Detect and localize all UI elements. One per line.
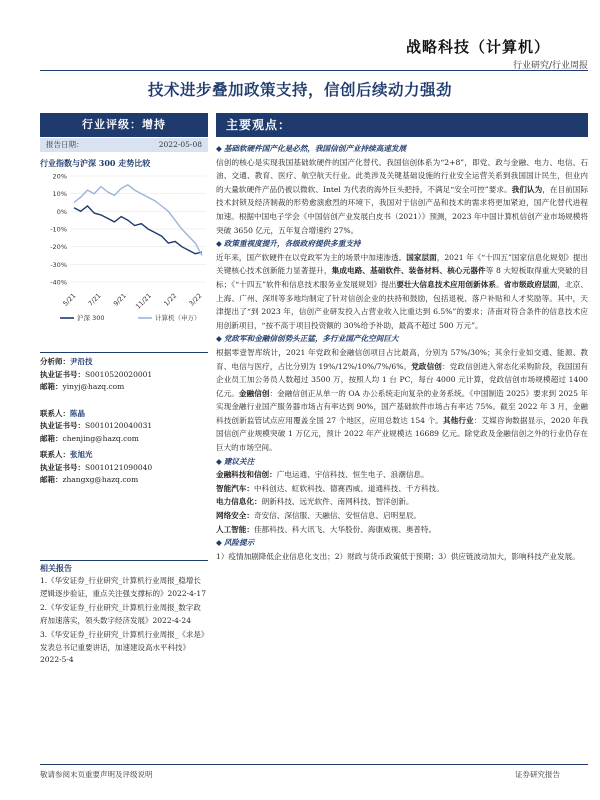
section-head-5: ◆ 风险提示 [216, 538, 255, 548]
x-tick-label: 7/21 [86, 291, 103, 308]
email-link[interactable]: yinyj@hazq.com [62, 382, 125, 391]
related-report-item[interactable]: 3.《华安证券_行业研究_计算机行业周报_《求是》发表总书记重要讲话，加速建设高水平科技》2022-5-4 [40, 630, 205, 664]
analyst-name: 尹沿技 [70, 357, 93, 366]
rec-sector: 智能汽车： [216, 483, 254, 493]
mail-label: 邮箱： [40, 475, 63, 484]
para-1: 信创的核心是实现我国基础软硬件的国产化替代。我国信创体系为“2+8”，即党、政与金融、电力、电信、石油、交通、教育、医疗、航空航天行业。此类涉及关键基础设施的行业安全运营关系到我国国计民生，但业内的大量软硬件产品仍被以微软、Intel 为代表的海外巨头把持，不满足“安全可控”要求。我们认为，在目前国际技术封锁及经济制裁的形势愈演愈烈的环境下，我国对于信创产品和技术的需求将更加紧迫，国产化替代进程加速。根据中国电子学会《中国信创产业发展白皮书（2021）》预测，2023 年中国计算机信创产业市场规模将突破 3650 亿元，五年复合增速约 27%。 [216, 157, 589, 235]
analyst-block [40, 356, 208, 491]
rec-sector: 网络安全： [216, 511, 254, 521]
mail-label: 邮箱： [40, 433, 63, 443]
x-tick-label: 3/22 [187, 291, 204, 308]
recommendation-row [216, 495, 588, 509]
rec-stocks: 朗新科技、远光软件、南网科技、智洋创新。 [261, 497, 414, 507]
para-2: 近年来，国产软硬件在以党政军为主的场景中加速渗透。国家层面，2021 年《“十四五”国家信息化规划》提出关键核心技术创新能力显著提升，集成电路、基础软件、装备材料、核心元器件等 8 大短板取得重大突破的目标；《“十四五”软件和信息技术服务业发展规划》提出要壮大信息技术应用创新体系。省市级政府层面，北京、上海、广州、深圳等多地均制定了针对信创企业的扶持和鼓励，包括退税、落户补贴和人才奖励等。其中，天津提出了“到 2023 年，信创产业研发投入占营业收入比重达到 6.5%”的要求；济南对符合条件的信息技术应用创新项目，“按不高于项目投资额的 30%给予补助，最高不超过 500 万元”。 [216, 252, 589, 330]
main-views-heading: 主要观点： [216, 113, 588, 137]
cert-label: 执业证书号： [40, 462, 85, 472]
header-divider [40, 70, 588, 71]
recommendation-row [216, 468, 588, 482]
recommendation-row [216, 482, 588, 496]
footer-divider [40, 764, 588, 765]
related-heading: 相关报告 [40, 563, 72, 573]
mail-label: 邮箱： [40, 382, 63, 391]
rec-sector: 电力信息化： [216, 497, 262, 507]
cert-label: 执业证书号： [40, 369, 85, 379]
related-report-item[interactable]: 2.《华安证券_行业研究_计算机行业周报_数字政府加速落实，领头数字经济发展》2022-4-24 [40, 603, 201, 625]
y-tick-label: -40% [50, 278, 67, 287]
recommendations [216, 468, 588, 536]
rec-stocks: 佳都科技、科大讯飞、大华股份、海康威视、奥普特。 [253, 524, 437, 534]
y-tick-label: -20% [50, 243, 67, 252]
y-tick-label: 10% [52, 190, 67, 199]
x-tick-label: 1/22 [162, 291, 179, 308]
analyst-entry [40, 449, 208, 487]
legend-label: 沪深 300 [77, 314, 105, 322]
header-subtitle: 行业研究/行业周报 [512, 61, 588, 71]
legend-label: 计算机（申万） [155, 314, 201, 322]
header-title: 战略科技（计算机） [405, 38, 550, 56]
rec-sector: 金融科技和信创： [216, 470, 277, 480]
chart-heading: 行业指数与沪深 300 走势比较 [40, 158, 151, 168]
rating-box: 行业评级：增持 [40, 113, 208, 137]
email-link[interactable]: zhangxg@hazq.com [62, 475, 139, 484]
date-label: 报告日期： [46, 140, 84, 149]
report-title: 技术进步叠加政策支持，信创后续动力强劲 [147, 80, 452, 99]
para-3: 根据零壹智库统计，2021 年党政和金融信创项目占比最高，分别为 57%/30%；其余行业如交通、能源、教育、电信与医疗，占比分别为 19%/12%/10%/7%/6%。党政信创：党政信创进入常态化采购阶段，我国国有企业员工加公务员人数超过 3500 万，按照人均 1 台 PC，每台 4000 元计算，党政信创市场规模超过 1400 亿元。金融信创：金融信创正从单一的 OA 办公系统走向复杂的业务系统。《中国制造 2025》要求到 2025 年实现金融行业国产服务器市场占有率达到 90%，国产基础软件市场占有率达 75%。截至 2022 年 3 月，金融科技创新监管试点应用覆盖全国 27 个地区，应用总数达 154 个。其他行业：艾媒咨询数据显示，2020 年我国信创产业规模突破 1 万亿元，预计 2022 年产业规模达 16689 亿元。除党政及金融信创之外的行业仍存在巨大的市场空间。 [216, 347, 589, 453]
date-box [40, 138, 208, 152]
cert-number: S0010520020001 [85, 369, 153, 379]
analyst-title: 联系人： [40, 408, 70, 418]
analyst-name: 张旭光 [70, 450, 93, 459]
rec-sector: 人工智能： [216, 524, 254, 534]
analyst-title: 联系人： [40, 450, 70, 459]
analyst-title: 分析师： [40, 357, 70, 366]
cert-label: 执业证书号： [40, 421, 85, 430]
analyst-entry [40, 356, 208, 394]
section-head-1: ◆ 基础软硬件国产化是必然，我国信创产业持续高速发展 [216, 144, 407, 153]
cert-number: S0010121090040 [85, 462, 153, 472]
recommendation-row [216, 523, 588, 537]
date-value: 2022-05-08 [158, 140, 202, 149]
body-text [216, 142, 588, 563]
x-tick-label: 5/21 [61, 291, 78, 308]
rec-stocks: 奇安信、深信服、天融信、安恒信息、启明星辰。 [253, 511, 422, 521]
recommendation-row [216, 509, 588, 523]
y-tick-label: 20% [52, 172, 67, 181]
rec-stocks: 中科创达、虹软科技、德赛西威、道通科技、千方科技。 [253, 483, 444, 493]
footer-disclaimer: 敬请参阅末页重要声明及评级说明 [40, 770, 153, 779]
analyst-entry [40, 408, 208, 446]
left-separator-1 [40, 352, 208, 353]
rec-stocks: 广电运通、宇信科技、恒生电子、浪潮信息。 [276, 470, 429, 480]
y-tick-label: -10% [50, 225, 67, 234]
related-reports [40, 575, 208, 669]
x-tick-label: 9/21 [111, 291, 128, 308]
y-tick-label: 0% [56, 207, 67, 216]
cert-number: S0010120040031 [85, 421, 153, 430]
section-head-4: ◆ 建议关注 [216, 456, 255, 466]
x-tick-label: 11/21 [134, 291, 154, 311]
para-5: 1）疫情加剧降低企业信息化支出；2）财政与货币政策低于预期；3）供应链波动加大，影响科技产业发展。 [216, 551, 580, 561]
section-head-2: ◆ 政策重视度提升，各级政府提供多重支持 [216, 239, 361, 249]
y-tick-label: -30% [50, 260, 67, 269]
footer-label: 证券研究报告 [515, 770, 560, 779]
analyst-name: 陈晶 [70, 408, 85, 418]
left-separator-2 [40, 560, 208, 561]
index-chart [40, 170, 210, 330]
related-report-item[interactable]: 1.《华安证券_行业研究_计算机行业周报_稳增长逻辑逐步验证，重点关注强支撑标的》2022-4-17 [40, 576, 206, 598]
email-link[interactable]: chenjing@hazq.com [62, 433, 139, 443]
series-line-1 [74, 185, 202, 256]
section-head-3: ◆ 党政军和金融信创势头正猛，多行业国产化空间巨大 [216, 334, 399, 344]
